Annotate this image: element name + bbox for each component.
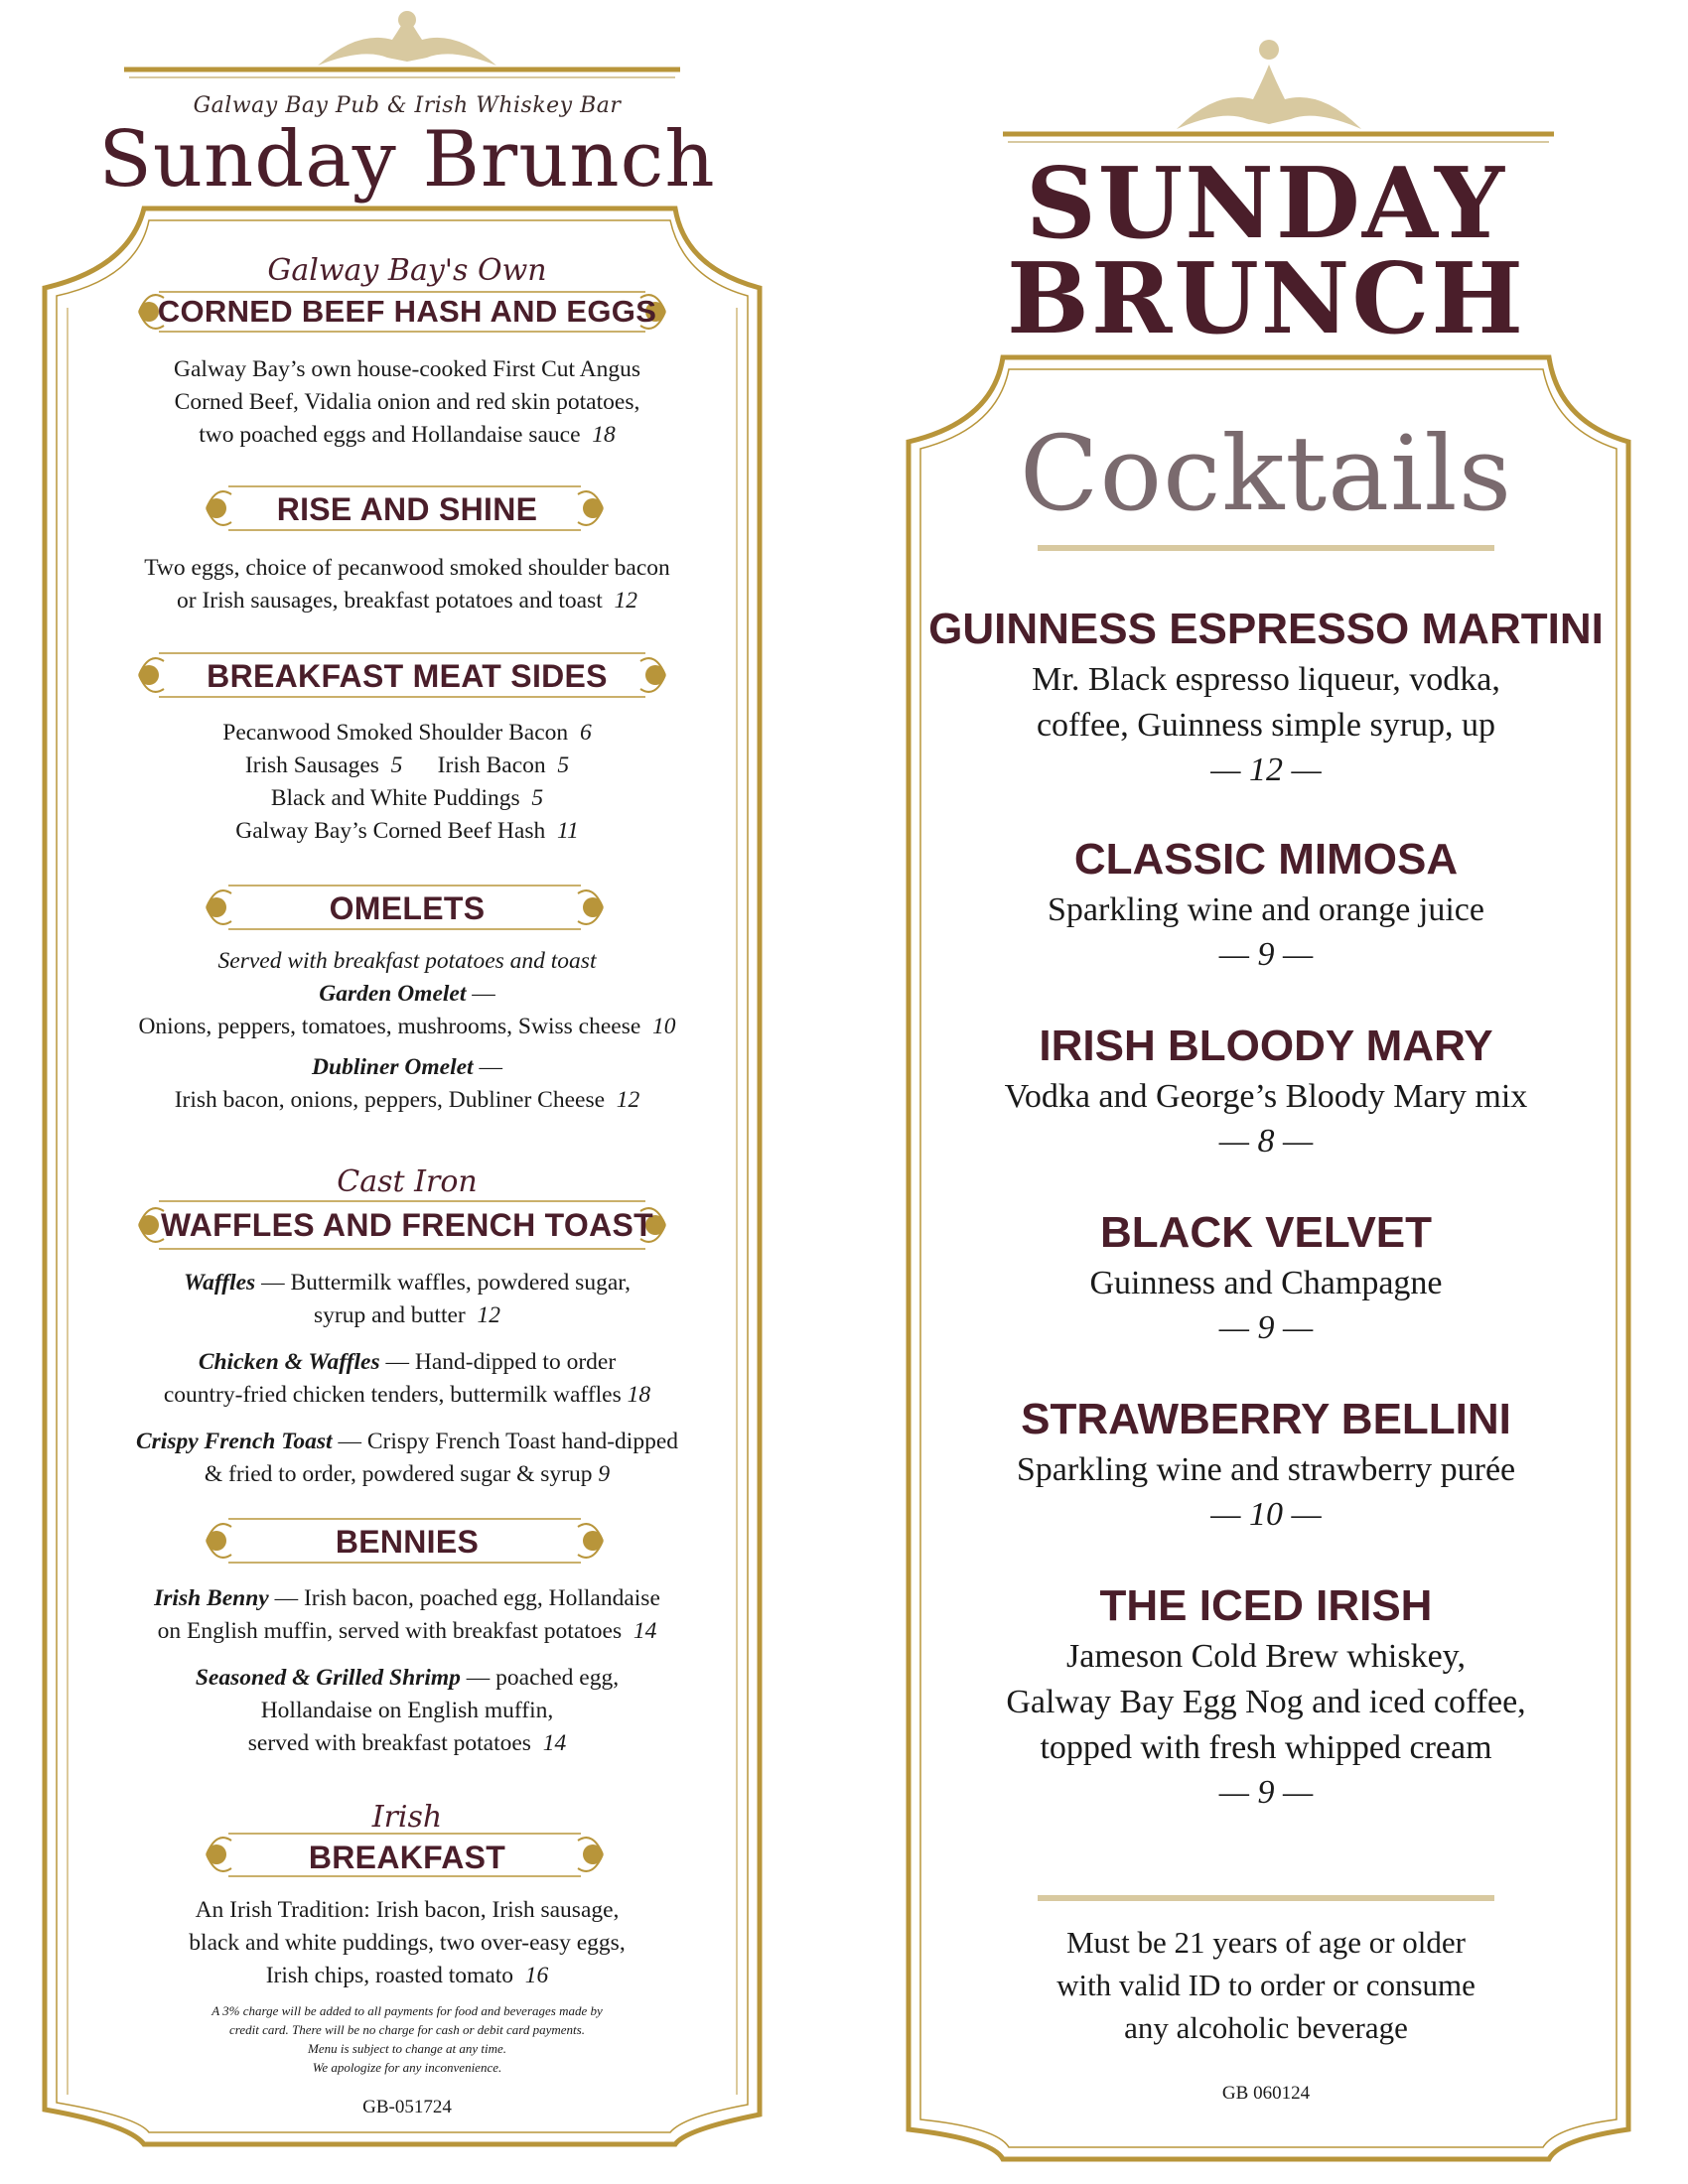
sides-list [70,717,745,848]
cocktail-price: — 9 — [1218,936,1314,973]
irish-line: Irish chips, roasted tomato 16 [265,1963,549,1988]
bennies-list [60,1582,755,1760]
age-notice-line: Must be 21 years of age or older [1065,1925,1467,1960]
hash-line: Galway Bay’s own house-cooked First Cut Angus [174,356,640,382]
fine-print-line: We apologize for any inconvenience. [312,2060,502,2075]
rise-line: or Irish sausages, breakfast potatoes and toast 12 [177,588,637,614]
benny-item: Seasoned & Grilled Shrimp — poached egg, [195,1665,620,1691]
rise-price: 12 [614,588,637,614]
rise-line: Two eggs, choice of pecanwood smoked shoulder bacon [144,555,670,581]
irish-heading: BREAKFAST [308,1840,506,1875]
cocktail-item [899,1024,1633,1211]
cocktail-price: — 10 — [1210,1496,1322,1533]
cocktail-name: IRISH BLOODY MARY [1039,1022,1493,1070]
rise-heading: RISE AND SHINE [276,491,538,527]
cocktail-name: THE ICED IRISH [1099,1581,1433,1630]
waffle-item: Waffles — Buttermilk waffles, powdered sugar, [183,1270,632,1296]
bennies-heading: BENNIES [335,1524,480,1560]
age-notice-line: with valid ID to order or consume [1056,1968,1476,2002]
waffle-item: country-fried chicken tenders, buttermilk waffles 18 [163,1382,651,1408]
cocktail-desc: Mr. Black espresso liqueur, vodka, [1032,661,1500,698]
hash-description [70,353,745,452]
side-item: Galway Bay’s Corned Beef Hash 11 [235,818,579,844]
benny-item: Hollandaise on English muffin, [260,1698,554,1723]
sides-heading: BREAKFAST MEAT SIDES [207,658,608,694]
cocktail-item [899,1208,1633,1398]
cocktail-desc: Galway Bay Egg Nog and iced coffee, [1006,1684,1526,1720]
omelets-note: Served with breakfast potatoes and toast [217,948,597,974]
fine-print [70,2001,745,2077]
waffles-list [60,1267,755,1491]
omelet-desc: Irish bacon, onions, peppers, Dubliner Cheese 12 [174,1087,640,1113]
cocktail-name: BLACK VELVET [1099,1208,1433,1257]
side-item: Black and White Puddings 5 [270,785,544,811]
waffles-heading: WAFFLES AND FRENCH TOAST [160,1207,654,1243]
right-top-flourish [1003,40,1554,142]
benny-item: Irish Benny — Irish bacon, poached egg, Hollandaise [154,1585,660,1611]
omelet-desc: Onions, peppers, tomatoes, mushrooms, Swiss cheese 10 [138,1014,676,1039]
waffle-item: syrup and butter 12 [314,1302,500,1328]
cocktail-item [899,605,1633,838]
fine-print-line: A 3% charge will be added to all payments for food and beverages made by [211,2003,603,2018]
cocktail-name: CLASSIC MIMOSA [1073,835,1459,884]
left-top-flourish [124,11,680,77]
hash-subtitle: Galway Bay's Own [267,253,547,288]
hash-price: 18 [592,422,616,448]
omelet-name: Dubliner Omelet — [312,1054,502,1080]
left-menu-code: GB-051724 [362,2097,452,2117]
hash-heading: CORNED BEEF HASH AND EGGS [157,294,657,329]
cocktail-desc: topped with fresh whipped cream [1040,1729,1492,1766]
waffle-item: Crispy French Toast — Crispy French Toast hand-dipped [135,1429,679,1454]
right-title-line1: SUNDAY [1026,147,1506,261]
cocktail-item [899,1581,1633,1815]
irish-description [70,1894,745,1992]
cocktail-name: STRAWBERRY BELLINI [1021,1395,1511,1443]
cocktail-desc: Sparkling wine and orange juice [1048,891,1484,928]
age-notice-line: any alcoholic beverage [1124,2010,1408,2045]
cocktail-desc: Sparkling wine and strawberry purée [1016,1451,1516,1488]
left-title: Sunday Brunch [98,115,716,205]
cocktail-item [899,835,1633,1024]
rise-description [60,552,755,617]
cocktail-desc: Vodka and George’s Bloody Mary mix [1004,1078,1528,1115]
cocktail-price: — 9 — [1218,1774,1314,1811]
age-notice [899,1921,1633,2049]
omelets-list [60,945,755,1117]
side-item: Pecanwood Smoked Shoulder Bacon 6 [222,720,592,746]
cocktail-price: — 8 — [1218,1123,1314,1160]
pub-name: Galway Bay Pub & Irish Whiskey Bar [193,93,622,118]
waffle-item: Chicken & Waffles — Hand-dipped to order [198,1349,617,1375]
cocktail-price: — 9 — [1218,1309,1314,1346]
cocktail-desc: Guinness and Champagne [1089,1265,1443,1301]
cocktail-price: — 12 — [1210,751,1322,788]
cocktail-item [899,1395,1633,1584]
cocktail-desc: Jameson Cold Brew whiskey, [1066,1638,1466,1675]
irish-line: black and white puddings, two over-easy eggs, [189,1930,626,1956]
cocktail-list [899,605,1633,1815]
cocktails-heading: Cocktails [1019,413,1513,534]
fine-print-line: Menu is subject to change at any time. [307,2041,506,2056]
side-item: Irish Sausages 5 Irish Bacon 5 [244,752,570,778]
irish-line: An Irish Tradition: Irish bacon, Irish sausage, [195,1897,620,1923]
hash-line: two poached eggs and Hollandaise sauce 18 [199,422,616,448]
benny-item: on English muffin, served with breakfast potatoes 14 [157,1618,657,1644]
benny-item: served with breakfast potatoes 14 [247,1730,567,1756]
omelet-name: Garden Omelet — [319,981,495,1007]
right-menu-code: GB 060124 [1221,2083,1311,2104]
waffle-item: & fried to order, powdered sugar & syrup 9 [204,1461,611,1487]
cocktail-name: GUINNESS ESPRESSO MARTINI [928,605,1604,653]
cocktail-desc: coffee, Guinness simple syrup, up [1036,707,1496,744]
right-title-line2: BRUNCH [1007,242,1525,356]
irish-subtitle: Irish [371,1800,443,1835]
omelets-heading: OMELETS [329,890,486,926]
hash-line: Corned Beef, Vidalia onion and red skin potatoes, [174,389,640,415]
waffles-subtitle: Cast Iron [337,1164,478,1199]
fine-print-line: credit card. There will be no charge for cash or debit card payments. [229,2022,585,2037]
